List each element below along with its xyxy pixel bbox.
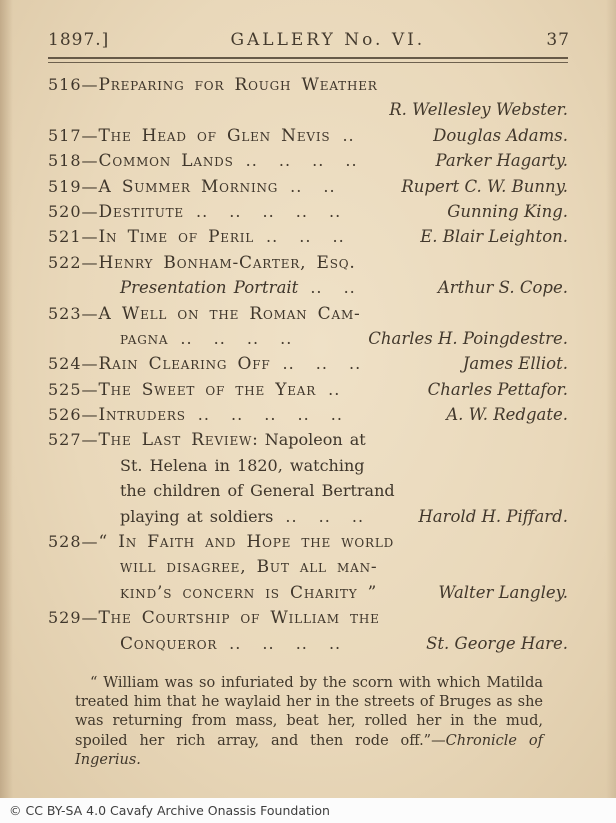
entry-line (48, 199, 568, 224)
entry-line (48, 97, 568, 122)
entry-number: 517— (48, 125, 99, 145)
entry-title-segment: In Time of Peril (98, 227, 255, 248)
entry-line (48, 554, 568, 579)
entry-title-segment: A Well on the Roman Cam- (98, 303, 361, 324)
entry-title-segment: “ In Faith and Hope the world (98, 532, 395, 553)
entry-line (48, 529, 568, 554)
entry-number: 521— (48, 227, 99, 247)
footnote-text: “ William was so infuriated by the scorn with which Matilda treated him that he waylaid her in the streets of Bruges as she was returning from mass, beat her, rolled her in the mud, spoiled her rich array, and then rode off.”— (75, 674, 543, 749)
dot-leader: .. .. .. .. (180, 328, 293, 348)
header-year: 1897.] (48, 30, 110, 50)
page-title: GALLERY No. VI. (230, 30, 426, 50)
entry-line (48, 123, 568, 148)
page-header (48, 30, 570, 50)
dot-leader: .. .. (290, 176, 336, 196)
entries (48, 72, 568, 656)
dot-leader: .. (328, 379, 341, 399)
entry-number: 524— (48, 354, 99, 374)
artist-name: E. Blair Leighton. (420, 227, 568, 247)
license-text: © CC BY-SA 4.0 Cavafy Archive Onassis Foundation (9, 803, 330, 818)
artist-name: St. George Hare. (426, 633, 568, 653)
artist-name: Parker Hagarty. (435, 151, 568, 171)
page-number: 37 (546, 30, 570, 50)
entry-number: 522— (48, 252, 99, 272)
entry-line (48, 224, 568, 249)
entry-number: 516— (48, 75, 99, 94)
entry-title-segment: The Sweet of the Year (98, 379, 317, 400)
entry-title-segment: Destitute (98, 201, 184, 222)
entry-number: 520— (48, 201, 99, 221)
entry-title-segment: Preparing for Rough Weather (98, 75, 378, 95)
entry-title-segment: The Courtship of William the (98, 608, 380, 629)
entry-line (48, 326, 568, 351)
entry-title-segment: The Head of Glen Nevis (98, 125, 331, 146)
entry-title-segment: A Summer Morning (98, 176, 279, 197)
entry-line (48, 174, 568, 199)
artist-name: Gunning King. (447, 201, 568, 221)
dot-leader: .. .. .. (266, 227, 345, 247)
entry-line (48, 631, 568, 656)
dot-leader: .. .. .. .. (245, 151, 358, 171)
footnote-source: Chronicle of Ingerius. (75, 732, 543, 769)
entry-number: 529— (48, 608, 99, 628)
entry-title-segment: pagna (120, 328, 169, 349)
entry-line (48, 148, 568, 173)
dot-leader: .. .. .. .. (229, 633, 342, 653)
entry-title-segment: Conqueror (120, 633, 218, 654)
artist-name: Walter Langley. (438, 582, 568, 602)
entry-number: 523— (48, 303, 99, 323)
entry-title-segment: will disagree, But all man- (120, 557, 378, 578)
entry-line (48, 605, 568, 630)
entry-title-segment: St. Helena in 1820, watching (120, 455, 365, 475)
artist-name: Arthur S. Cope. (437, 278, 568, 298)
dot-leader: .. .. .. (282, 354, 362, 374)
entry-number: 519— (48, 176, 99, 196)
artist-name: Rupert C. W. Bunny. (401, 176, 568, 196)
artist-name: Charles Pettafor. (427, 379, 568, 399)
entry-title-segment: Common Lands (98, 151, 234, 172)
entry-line (48, 453, 568, 478)
artist-name: Charles H. Poingdestre. (368, 328, 568, 348)
dot-leader: .. .. .. .. .. (195, 201, 342, 221)
artist-name: A. W. Redgate. (446, 405, 568, 425)
entry-title-segment: Napoleon at (264, 430, 366, 450)
entry-number: 527— (48, 430, 99, 450)
entry-number: 528— (48, 532, 99, 552)
entry-line (48, 275, 568, 300)
entry-number: 526— (48, 405, 99, 425)
entry-title-segment: playing at soldiers (120, 506, 274, 526)
artist-name: Douglas Adams. (433, 125, 568, 145)
entry-line (48, 427, 568, 452)
entry-line (48, 402, 568, 427)
entry-title-segment: Rain Clearing Off (98, 354, 271, 375)
entry-number: 518— (48, 151, 99, 171)
artist-name: James Elliot. (462, 354, 568, 374)
entry-line (48, 580, 568, 605)
entry-title-segment: the children of General Bertrand (120, 481, 395, 501)
entry-line (48, 351, 568, 376)
entry-title-segment: Intruders (98, 405, 186, 426)
dot-leader: .. .. .. (285, 506, 365, 526)
license-bar (0, 798, 616, 823)
dot-leader: .. .. (310, 278, 356, 298)
entry-title-segment: Presentation Portrait (120, 278, 299, 298)
entry-line (48, 478, 568, 503)
entry-line (48, 250, 568, 275)
dot-leader: .. (342, 125, 355, 145)
entry-title-segment: The Last Review: (98, 430, 259, 451)
entry-line (48, 301, 568, 326)
entry-line (48, 377, 568, 402)
entry-title-segment: kind’s concern is Charity ” (120, 582, 378, 603)
entry-number: 525— (48, 379, 99, 399)
entry-title-segment: Henry Bonham-Carter, Esq. (98, 252, 356, 273)
dot-leader: .. .. .. .. .. (197, 405, 343, 425)
artist-name: Harold H. Piffard. (418, 506, 568, 526)
footnote (75, 674, 543, 771)
entry-line (48, 72, 568, 97)
artist-name: R. Wellesley Webster. (389, 100, 568, 120)
header-rule (48, 57, 568, 63)
entry-line (48, 504, 568, 529)
